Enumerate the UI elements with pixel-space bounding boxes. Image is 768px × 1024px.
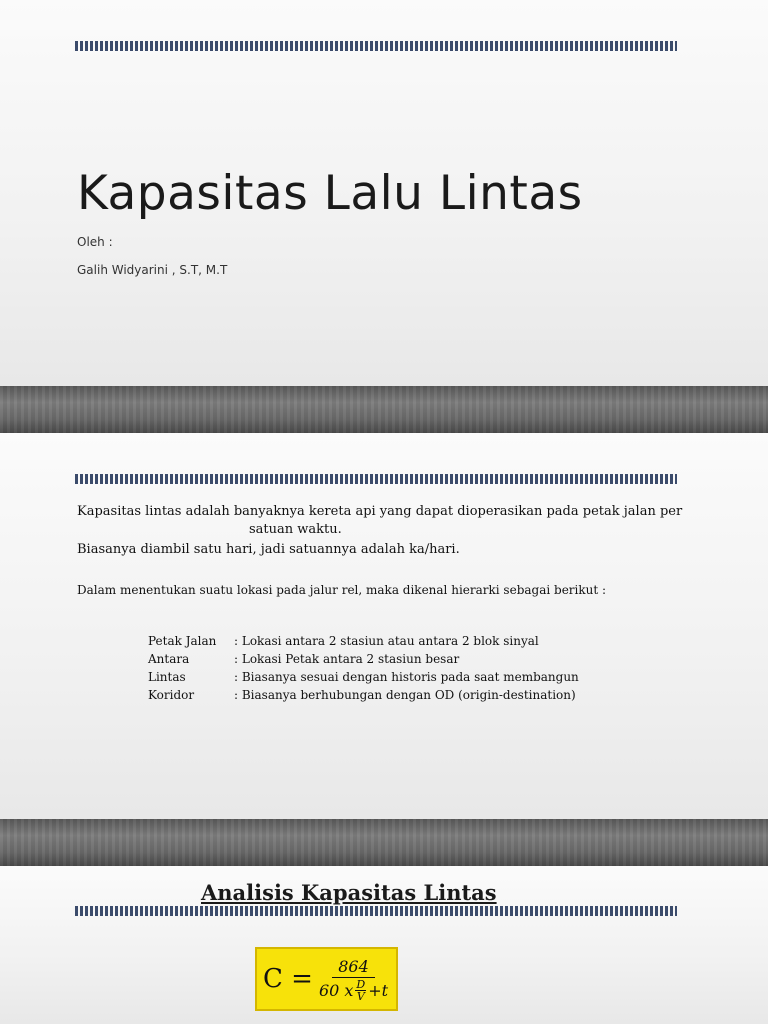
formula-lhs: C = <box>263 964 313 994</box>
by-label: Oleh : <box>77 235 113 249</box>
formula-numerator: 864 <box>332 957 375 978</box>
hierarchy-desc: : Lokasi Petak antara 2 stasiun besar <box>234 652 460 666</box>
hierarchy-term: Antara <box>148 652 190 666</box>
capacity-formula <box>255 947 398 1011</box>
slide-title: Kapasitas Lalu Lintas <box>77 166 583 221</box>
formula-inner-denominator: V <box>356 989 365 1003</box>
decorative-dash-bar <box>75 906 677 916</box>
formula-inner-fraction <box>355 979 366 1002</box>
decorative-dash-bar <box>75 474 677 484</box>
hierarchy-item <box>148 632 579 650</box>
hierarchy-intro: Dalam menentukan suatu lokasi pada jalur rel, maka dikenal hierarki sebagai berikut : <box>77 583 607 597</box>
hierarchy-term: Koridor <box>148 688 195 702</box>
formula-fraction <box>319 957 388 1002</box>
definition-slide <box>0 433 768 819</box>
slide-divider <box>0 386 768 433</box>
decorative-dash-bar <box>75 41 677 51</box>
formula-denominator <box>319 978 388 1002</box>
formula-den-suffix: +t <box>368 980 389 1000</box>
hierarchy-list <box>148 632 579 704</box>
hierarchy-desc: : Lokasi antara 2 stasiun atau antara 2 blok sinyal <box>234 634 539 648</box>
hierarchy-item <box>148 668 579 686</box>
hierarchy-desc: : Biasanya berhubungan dengan OD (origin-destination) <box>234 688 576 702</box>
definition-line-2: satuan waktu. <box>249 522 342 537</box>
analysis-slide <box>0 866 768 1024</box>
author-name: Galih Widyarini , S.T, M.T <box>77 263 228 277</box>
formula-inner-numerator: D <box>356 977 366 991</box>
analysis-title: Analisis Kapasitas Lintas <box>201 880 497 905</box>
hierarchy-term: Petak Jalan <box>148 634 217 648</box>
hierarchy-item <box>148 686 579 704</box>
formula-den-prefix: 60 x <box>318 980 354 1000</box>
definition-line-1: Kapasitas lintas adalah banyaknya kereta api yang dapat dioperasikan pada petak jalan per <box>77 504 683 519</box>
hierarchy-term: Lintas <box>148 670 186 684</box>
title-slide <box>0 0 768 386</box>
definition-line-3: Biasanya diambil satu hari, jadi satuannya adalah ka/hari. <box>77 542 460 557</box>
hierarchy-desc: : Biasanya sesuai dengan historis pada saat membangun <box>234 670 579 684</box>
hierarchy-item <box>148 650 579 668</box>
slide-divider <box>0 819 768 866</box>
